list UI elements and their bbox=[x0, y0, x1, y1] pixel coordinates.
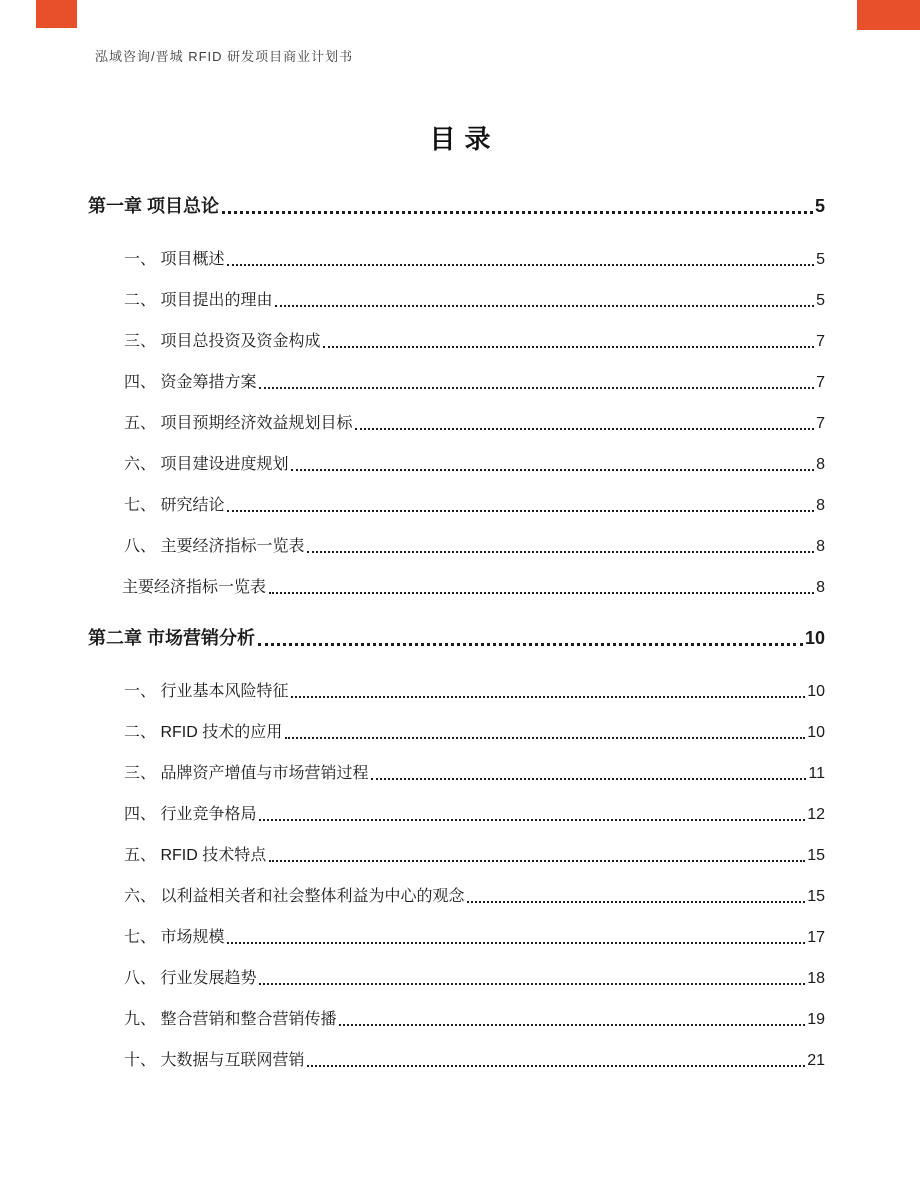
toc-row[interactable] bbox=[88, 496, 825, 516]
toc-row[interactable] bbox=[88, 1010, 825, 1030]
toc-row-label: 第二章 市场营销分析 bbox=[88, 628, 256, 648]
dot-leader bbox=[269, 860, 805, 862]
dot-leader bbox=[227, 510, 814, 512]
toc-page-number: 17 bbox=[807, 929, 825, 946]
dot-leader bbox=[259, 983, 805, 985]
toc-row[interactable] bbox=[88, 414, 825, 434]
toc-row[interactable] bbox=[88, 578, 825, 598]
toc-page-number: 21 bbox=[807, 1052, 825, 1069]
toc-page-number: 15 bbox=[807, 888, 825, 905]
toc-row[interactable] bbox=[88, 291, 825, 311]
dot-leader bbox=[259, 387, 814, 389]
table-of-contents bbox=[88, 193, 825, 1071]
toc-row-label: 七、 市场规模 bbox=[124, 929, 225, 946]
corner-accent-left bbox=[36, 0, 77, 28]
toc-page-number: 5 bbox=[816, 292, 825, 309]
toc-row-label: 三、 项目总投资及资金构成 bbox=[124, 333, 321, 350]
toc-row-label: 五、 项目预期经济效益规划目标 bbox=[124, 415, 353, 432]
toc-page-number: 11 bbox=[808, 765, 825, 782]
toc-row-label: 九、 整合营销和整合营销传播 bbox=[124, 1011, 337, 1028]
toc-title: 目录 bbox=[429, 124, 500, 154]
toc-row-label: 主要经济指标一览表 bbox=[122, 579, 267, 596]
toc-row[interactable] bbox=[88, 332, 825, 352]
dot-leader bbox=[269, 592, 814, 594]
toc-page-number: 5 bbox=[814, 196, 825, 216]
dot-leader bbox=[227, 942, 805, 944]
toc-row-label: 七、 研究结论 bbox=[124, 497, 225, 514]
dot-leader bbox=[275, 305, 814, 307]
toc-page-number: 12 bbox=[807, 806, 825, 823]
corner-accent-right bbox=[857, 0, 920, 30]
toc-page-number: 8 bbox=[816, 497, 825, 514]
toc-row-label: 十、 大数据与互联网营销 bbox=[124, 1052, 305, 1069]
toc-row[interactable] bbox=[88, 682, 825, 702]
toc-page-number: 8 bbox=[816, 579, 825, 596]
toc-page-number: 7 bbox=[816, 333, 825, 350]
dot-leader bbox=[227, 264, 814, 266]
toc-page-number: 8 bbox=[816, 538, 825, 555]
toc-row[interactable] bbox=[88, 537, 825, 557]
toc-row-label: 一、 项目概述 bbox=[124, 251, 225, 268]
toc-page-number: 7 bbox=[816, 374, 825, 391]
toc-row-label: 六、 项目建设进度规划 bbox=[124, 456, 289, 473]
dot-leader bbox=[258, 643, 803, 646]
dot-leader bbox=[355, 428, 814, 430]
toc-row-chapter-2[interactable] bbox=[88, 625, 825, 651]
toc-row[interactable] bbox=[88, 373, 825, 393]
toc-row-label: 六、 以利益相关者和社会整体利益为中心的观念 bbox=[124, 888, 465, 905]
toc-row-label: 二、 项目提出的理由 bbox=[124, 292, 273, 309]
dot-leader bbox=[339, 1024, 805, 1026]
toc-page-number: 18 bbox=[807, 970, 825, 987]
dot-leader bbox=[467, 901, 805, 903]
toc-row-label: 二、 RFID 技术的应用 bbox=[124, 724, 283, 741]
toc-page-number: 10 bbox=[804, 628, 825, 648]
toc-page-number: 7 bbox=[816, 415, 825, 432]
toc-row[interactable] bbox=[88, 1051, 825, 1071]
toc-row-label: 第一章 项目总论 bbox=[88, 196, 220, 216]
toc-row[interactable] bbox=[88, 805, 825, 825]
dot-leader bbox=[285, 737, 805, 739]
document-header: 泓域咨询/晋城 RFID 研发项目商业计划书 bbox=[95, 49, 354, 64]
toc-row-label: 一、 行业基本风险特征 bbox=[124, 683, 289, 700]
toc-row-label: 四、 资金筹措方案 bbox=[124, 374, 257, 391]
dot-leader bbox=[307, 1065, 805, 1067]
toc-row[interactable] bbox=[88, 928, 825, 948]
toc-row-label: 五、 RFID 技术特点 bbox=[124, 847, 267, 864]
toc-page-number: 8 bbox=[816, 456, 825, 473]
toc-page-number: 10 bbox=[807, 724, 825, 741]
toc-page-number: 5 bbox=[816, 251, 825, 268]
toc-row[interactable] bbox=[88, 455, 825, 475]
toc-row-label: 三、 品牌资产增值与市场营销过程 bbox=[124, 765, 369, 782]
dot-leader bbox=[307, 551, 814, 553]
toc-row[interactable] bbox=[88, 723, 825, 743]
dot-leader bbox=[323, 346, 814, 348]
dot-leader bbox=[291, 696, 805, 698]
toc-row[interactable] bbox=[88, 887, 825, 907]
toc-row[interactable] bbox=[88, 764, 825, 784]
toc-row-chapter-1[interactable] bbox=[88, 193, 825, 219]
dot-leader bbox=[259, 819, 805, 821]
toc-page-number: 19 bbox=[807, 1011, 825, 1028]
toc-row-label: 八、 行业发展趋势 bbox=[124, 970, 257, 987]
toc-page-number: 10 bbox=[807, 683, 825, 700]
toc-row[interactable] bbox=[88, 250, 825, 270]
toc-page-number: 15 bbox=[807, 847, 825, 864]
toc-row[interactable] bbox=[88, 846, 825, 866]
toc-row-label: 四、 行业竞争格局 bbox=[124, 806, 257, 823]
toc-row-label: 八、 主要经济指标一览表 bbox=[124, 538, 305, 555]
dot-leader bbox=[371, 778, 806, 780]
dot-leader bbox=[291, 469, 814, 471]
dot-leader bbox=[222, 211, 813, 214]
toc-row[interactable] bbox=[88, 969, 825, 989]
